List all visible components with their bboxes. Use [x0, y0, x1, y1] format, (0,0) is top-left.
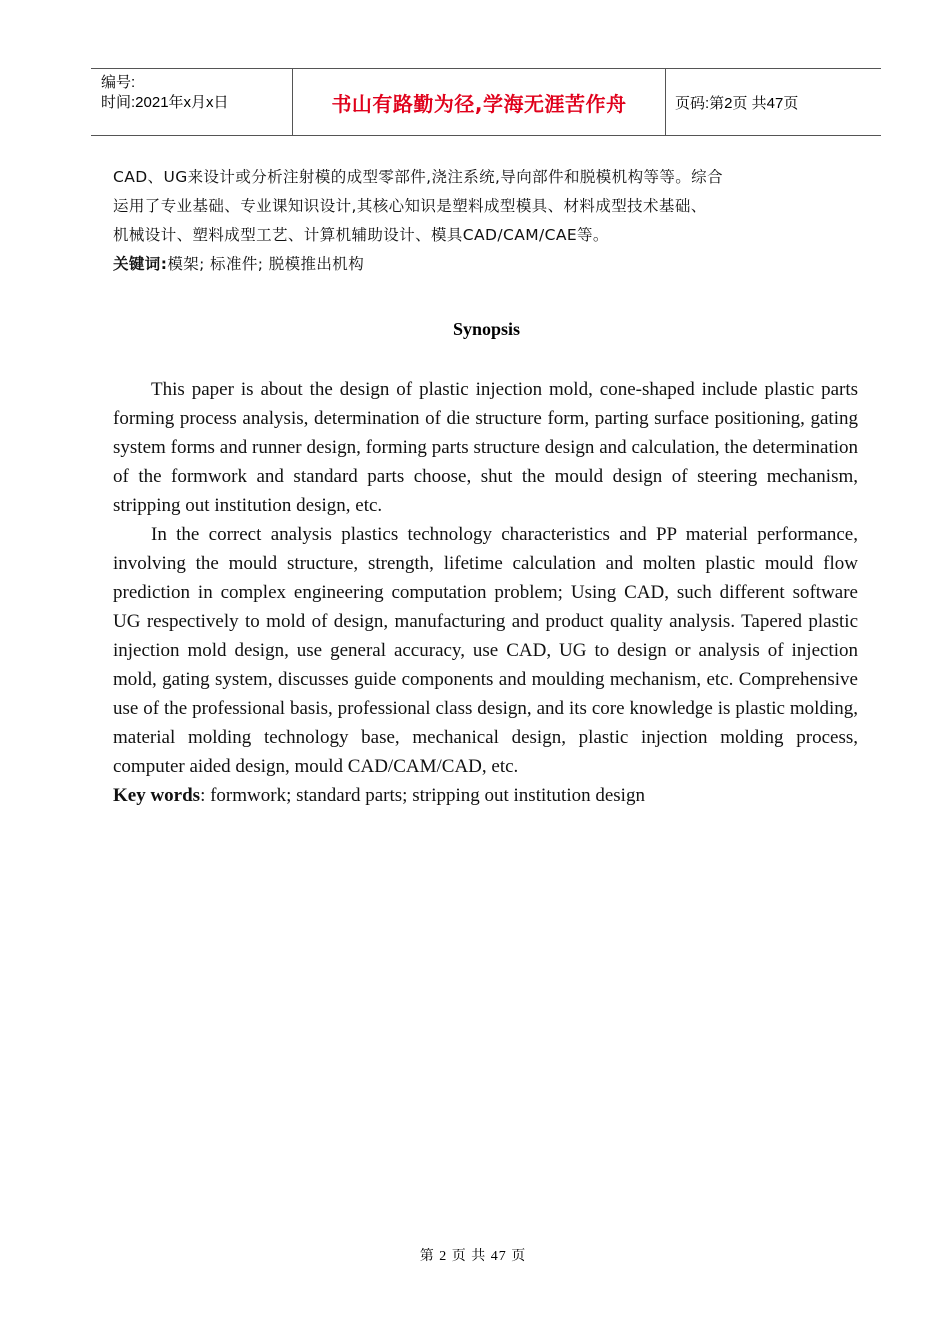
header-motto [293, 69, 666, 135]
chinese-line: 机械设计、塑料成型工艺、计算机辅助设计、模具CAD/CAM/CAE等。 [113, 226, 609, 244]
english-keywords [113, 781, 858, 810]
english-abstract [113, 375, 858, 810]
page-header [91, 68, 881, 136]
header-meta-cell [91, 69, 293, 135]
english-paragraph-1: This paper is about the design of plastic injection mold, cone-shaped include plastic parts forming process analysis, determination of die structure form, parting surface positioning, gating system forms and runner design, forming parts structure design and calculation, the determination of the formwork and standard parts choose, shut the mould design of steering mechanism, stripping out institution design, etc. [113, 379, 858, 516]
document-time-label: 时间:2021年x月x日 [101, 94, 229, 111]
english-keywords-label: Key words [113, 785, 201, 806]
english-paragraph-2: In the correct analysis plastics technology characteristics and PP material performance, involving the mould structure, strength, lifetime calculation and molten plastic mould flow prediction in complex engineering computation problem; Using CAD, such different software UG respectively to mold of design, manufacturing and product quality analysis. Tapered plastic injection mold design, use general accuracy, use CAD, UG to design or analysis of injection mold, gating system, discusses guide components and moulding mechanism, etc. Comprehensive use of the professional basis, professional class design, and its core knowledge is plastic molding, material molding technology base, mechanical design, plastic injection molding process, computer aided design, mould CAD/CAM/CAD, etc. [113, 524, 858, 777]
chinese-abstract-tail [113, 163, 861, 279]
chinese-keywords-label: 关键词: [113, 255, 168, 273]
chinese-line: CAD、UG来设计或分析注射模的成型零部件,浇注系统,导向部件和脱模机构等等。综合 [113, 168, 723, 186]
english-keywords-text: : formwork; standard parts; stripping out institution design [200, 785, 645, 806]
chinese-line: 运用了专业基础、专业课知识设计,其核心知识是塑料成型模具、材料成型技术基础、 [113, 197, 707, 215]
header-page-info [666, 69, 881, 135]
motto-text: 书山有路勤为径,学海无涯苦作舟 [331, 91, 627, 116]
chinese-keywords-text: 模架; 标准件; 脱模推出机构 [167, 255, 365, 273]
synopsis-title: Synopsis [452, 319, 521, 339]
document-number-label: 编号: [101, 74, 136, 91]
page-info-text: 页码:第2页 共47页 [675, 94, 799, 112]
page-footer: 第 2 页 共 47 页 [419, 1249, 527, 1264]
chinese-keywords [113, 250, 861, 279]
